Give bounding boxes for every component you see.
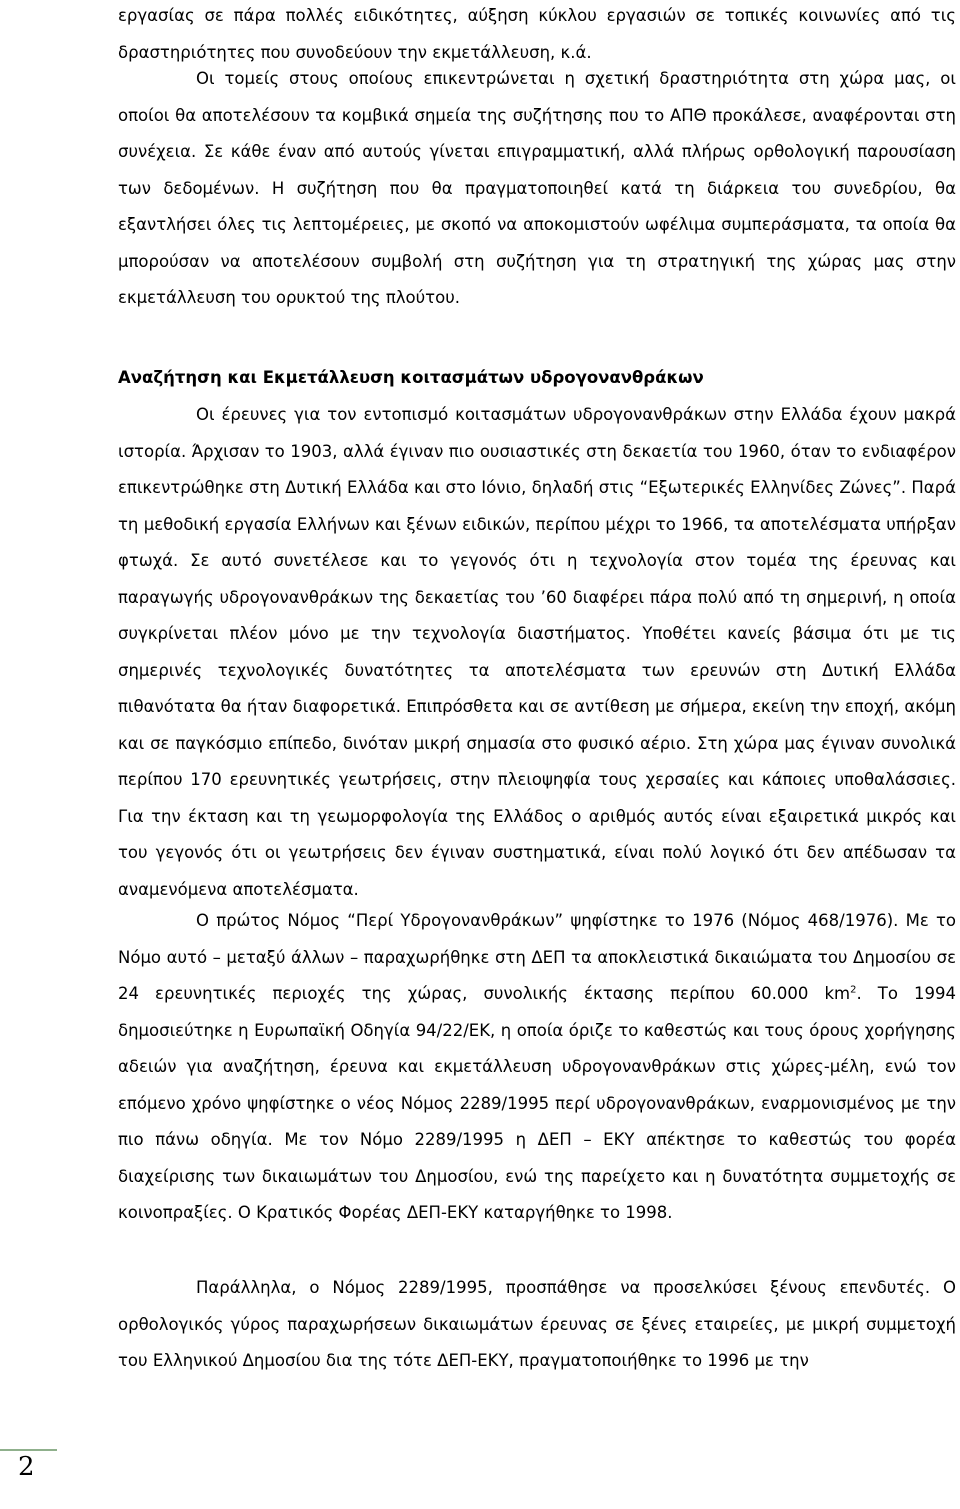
footer-divider [0,1449,57,1451]
intro-paragraph: εργασίας σε πάρα πολλές ειδικότητες, αύξηση κύκλου εργασιών σε τοπικές κοινωνίες από τις δραστηριότητες που συνοδεύουν την εκμετάλλευση, κ.ά. [118,6,956,62]
paragraph-history: Οι έρευνες για τον εντοπισμό κοιτασμάτων υδρογονανθράκων στην Ελλάδα έχουν μακρά ιστορία. Άρχισαν το 1903, αλλά έγιναν πιο ουσιαστικές στη δεκαετία του 1960, όταν το ενδιαφέρον επικεντρώθηκε στη Δυτική Ελλάδα και στο Ιόνιο, δηλαδή στις “Εξωτερικές Ελληνίδες Ζώνες”. Παρά τη μεθοδική εργασία Ελλήνων και ξένων ειδικών, περίπου μέχρι το 1966, τα αποτελέσματα υπήρξαν φτωχά. Σε αυτό συνετέλεσε και το γεγονός ότι η τεχνολογία στον τομέα της έρευνας και παραγωγής υδρογονανθράκων της δεκαετίας του ’60 διαφέρει πάρα πολύ από τη σημερινή, η οποία συγκρίνεται πλέον μόνο με την τεχνολογία διαστήματος. Υποθέτει κανείς βάσιμα ότι με τις σημερινές τεχνολογικές δυνατότητες τα αποτελέσματα των ερευνών στη Δυτική Ελλάδα πιθανότατα θα ήταν διαφορετικά. Επιπρόσθετα και σε αντίθεση με σήμερα, εκείνη την εποχή, ακόμη και σε παγκόσμιο επίπεδο, δινόταν μικρή σημασία στο φυσικό αέριο. Στη χώρα μας έγιναν συνολικά περίπου 170 ερευνητικές γεωτρήσεις, στην πλειοψηφία τους χερσαίες και κάποιες υποθαλάσσιες. Για την έκταση και τη γεωμορφολογία της Ελλάδος ο αριθμός αυτός είναι εξαιρετικά μικρός και του γεγονός ότι οι γεωτρήσεις δεν έγιναν συστηματικά, είναι πολύ λογικό ότι δεν απέδωσαν τα αναμενόμενα αποτελέσματα. [118,405,956,899]
paragraph-investors: Παράλληλα, ο Νόμος 2289/1995, προσπάθησε να προσελκύσει ξένους επενδυτές. Ο ορθολογικός γύρος παραχωρήσεων δικαιωμάτων έρευνας σε ξένες εταιρείες, με μικρή συμμετοχή του Ελληνικού Δημοσίου δια της τότε ΔΕΠ-ΕΚΥ, πραγματοποιήθηκε το 1996 με την [118,1278,956,1370]
paragraph-law [118,903,956,1232]
page-number: 2 [18,1452,35,1482]
paragraph-law-text-a: Ο πρώτος Νόμος “Περί Υδρογονανθράκων” ψηφίστηκε το 1976 (Νόμος 468/1976). Με το Νόμο αυτό – μεταξύ άλλων – παραχωρήθηκε στη ΔΕΠ τα αποκλειστικά δικαιώματα του Δημοσίου σε 24 ερευνητικές περιοχές της χώρας, συνολικής έκτασης περίπου 60.000 km [118,911,956,1003]
superscript-squared: 2 [850,984,857,996]
section-heading: Αναζήτηση και Εκμετάλλευση κοιτασμάτων υδρογονανθράκων [118,368,704,387]
paragraph-law-text-b: . Το 1994 δημοσιεύτηκε η Ευρωπαϊκή Οδηγία 94/22/ΕΚ, η οποία όριζε το καθεστώς και τους όρους χορήγησης αδειών για αναζήτηση, έρευνα και εκμετάλλευση υδρογονανθράκων στις χώρες-μέλη, ενώ τον επόμενο χρόνο ψηφίστηκε ο νέος Νόμος 2289/1995 περί υδρογονανθράκων, εναρμονισμένος με την πιο πάνω οδηγία. Με τον Νόμο 2289/1995 η ΔΕΠ – ΕΚΥ απέκτησε το καθεστώς του φορέα διαχείρισης των δικαιωμάτων του Δημοσίου, ενώ της παρείχετο και η δυνατότητα συμμετοχής σε κοινοπραξίες. Ο Κρατικός Φορέας ΔΕΠ-ΕΚΥ καταργήθηκε το 1998. [118,984,956,1222]
paragraph-sectors: Οι τομείς στους οποίους επικεντρώνεται η σχετική δραστηριότητα στη χώρα μας, οι οποίοι θα αποτελέσουν τα κομβικά σημεία της συζήτησης που το ΑΠΘ προκάλεσε, αναφέρονται στη συνέχεια. Σε κάθε έναν από αυτούς γίνεται επιγραμματική, αλλά πλήρως ορθολογική παρουσίαση των δεδομένων. Η συζήτηση που θα πραγματοποιηθεί κατά τη διάρκεια του συνεδρίου, θα εξαντλήσει όλες τις λεπτομέρειες, με σκοπό να αποκομιστούν ωφέλιμα συμπεράσματα, τα οποία θα μπορούσαν να αποτελέσουν συμβολή στη συζήτηση για τη στρατηγική της χώρας μας στην εκμετάλλευση του ορυκτού της πλούτου. [118,69,956,307]
